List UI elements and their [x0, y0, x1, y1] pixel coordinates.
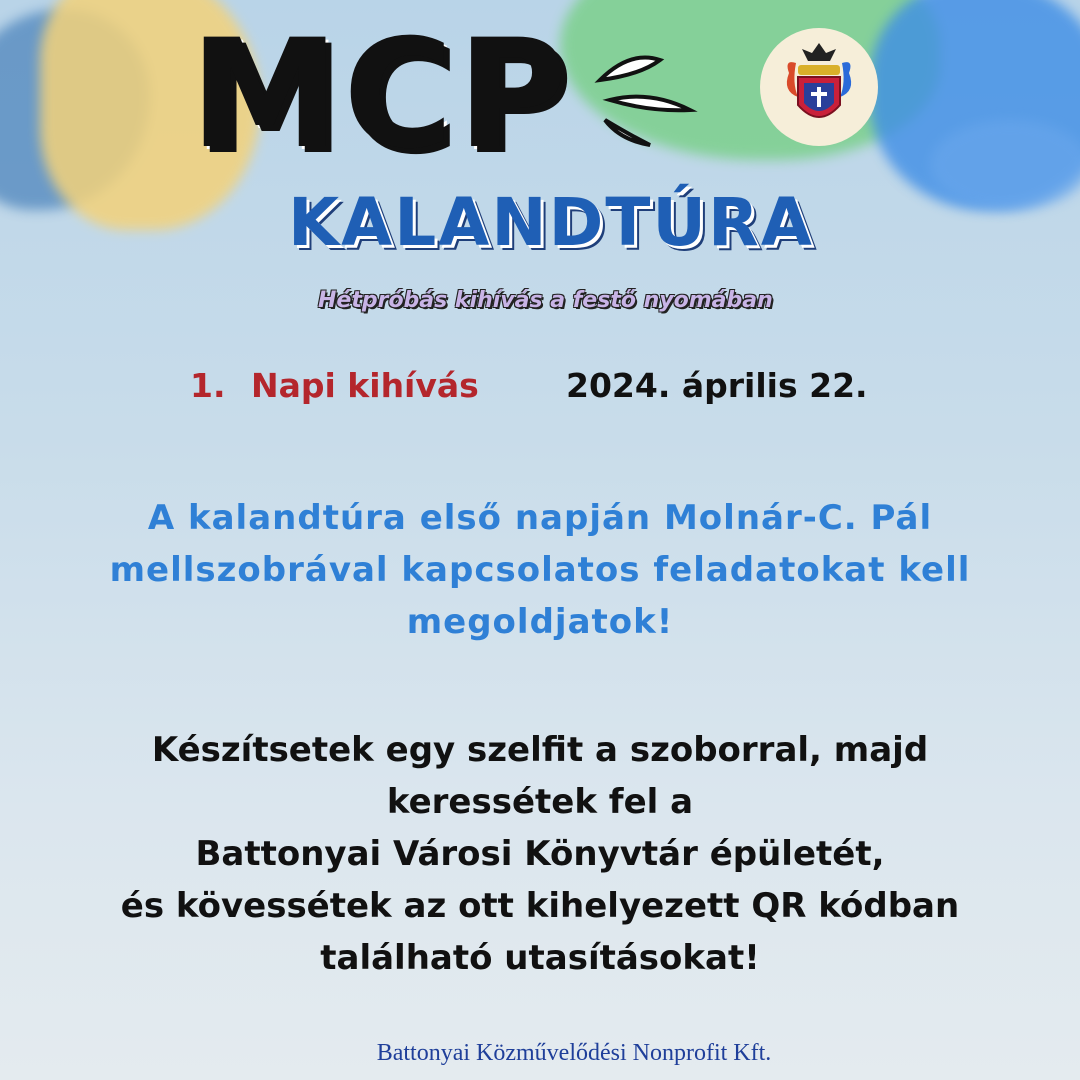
task-line: található utasításokat! — [320, 938, 760, 978]
tagline: Hétpróbás kihívás a festő nyomában — [318, 288, 773, 313]
organizer-footer: Battonyai Közművelődési Nonprofit Kft. — [376, 1040, 772, 1066]
challenge-number: 1. — [190, 366, 226, 405]
splash-drops-icon — [590, 40, 710, 150]
intro-text: A kalandtúra első napján Molnár-C. Pál mellszobrával kapcsolatos feladatokat kell megoldjatok! — [109, 498, 971, 642]
task-line: keressétek fel a — [386, 782, 694, 822]
challenge-date: 2024. április 22. — [566, 366, 868, 405]
task-line: Készítsetek egy szelfit a szoborral, majd — [151, 730, 929, 770]
task-line: Battonyai Városi Könyvtár épületét, — [195, 834, 885, 874]
mcp-title: MCP — [190, 8, 572, 182]
watercolor-splash-blue-right-2 — [930, 120, 1080, 210]
task-line: és kövessétek az ott kihelyezett QR kódban — [120, 886, 960, 926]
daily-challenge-label — [190, 366, 479, 405]
coat-of-arms-icon — [760, 28, 878, 146]
task-text — [60, 724, 1020, 984]
challenge-label: Napi kihívás — [251, 366, 479, 405]
kalandtura-title: KALANDTÚRA — [288, 184, 814, 261]
